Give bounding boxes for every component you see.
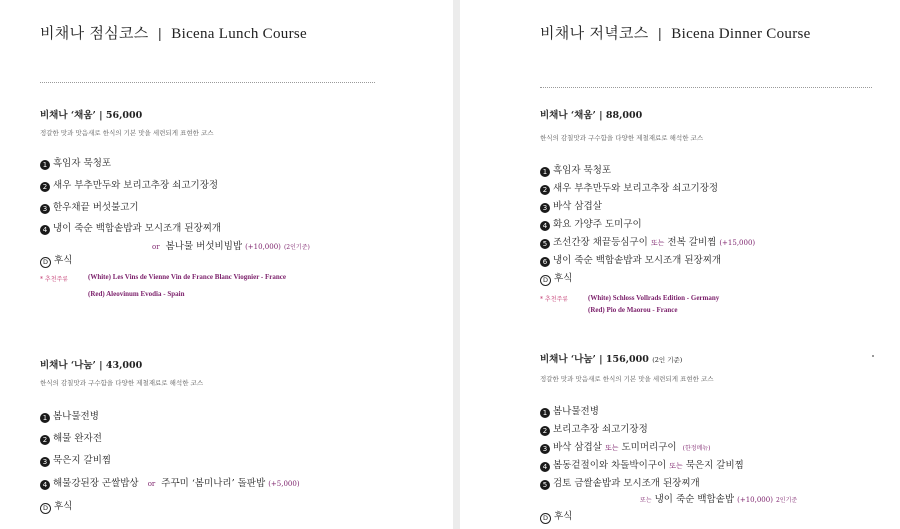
alt-price: (+15,000) (719, 239, 756, 247)
menu-item-text: 화요 가양주 도미구이 (553, 219, 642, 230)
price-separator: | (99, 360, 103, 371)
alt-price: (+10,000) (737, 496, 773, 504)
menu-item (40, 452, 111, 467)
course-price: 156,000 (605, 354, 649, 365)
price-note: (2인 기준) (652, 356, 683, 364)
lunch-course2-heading (40, 357, 142, 371)
number-badge: 4 (40, 480, 50, 490)
dessert-text: 후식 (554, 273, 573, 284)
dessert-text: 후식 (54, 255, 73, 266)
menu-item (540, 198, 602, 213)
number-badge: 1 (540, 167, 550, 177)
alt-text: 전복 갈비찜 (667, 237, 717, 248)
menu-item-text: 새우 부추만두와 보리고추장 쇠고기장정 (53, 180, 219, 191)
number-badge: 4 (40, 225, 50, 235)
number-badge: 3 (540, 203, 550, 213)
course-description: 한식의 감칠맛과 구수함을 다양한 제철재료로 해석한 코스 (540, 134, 704, 142)
title-separator: | (657, 27, 663, 42)
number-badge: 2 (540, 185, 550, 195)
course-price: 88,000 (605, 110, 643, 121)
wine-white: (White) Les Vins de Vienne Vin de France Blanc Viognier - France (88, 273, 287, 281)
menu-item-text: 봄나물전병 (553, 406, 599, 417)
number-badge: 3 (540, 444, 550, 454)
lunch-title-ko: 비채나 점심코스 (40, 24, 149, 42)
menu-alternative (640, 491, 797, 505)
alt-text: 봄나물 버섯비빔밥 (165, 241, 243, 252)
menu-item (540, 439, 710, 454)
wine-white: (White) Schloss Vollrads Edition - Germany (588, 294, 720, 302)
menu-item-text: 묵은지 갈비찜 (53, 455, 112, 466)
number-badge: 2 (40, 182, 50, 192)
course-price: 43,000 (105, 360, 143, 371)
lunch-course1-heading (40, 107, 142, 121)
menu-item (540, 180, 718, 195)
menu-item-text: 흑임자 묵청포 (53, 158, 112, 169)
number-badge: 6 (540, 257, 550, 267)
alt-price: (+5,000) (268, 480, 300, 488)
course-description: 한식의 감칠맛과 구수함을 다양한 제철재료로 해석한 코스 (40, 379, 204, 387)
number-badge: 2 (540, 426, 550, 436)
number-badge: 4 (540, 221, 550, 231)
menu-item-text: 흑임자 묵청포 (553, 165, 612, 176)
price-separator: | (99, 110, 103, 121)
menu-item-text: 새우 부추만두와 보리고추장 쇠고기장정 (553, 183, 719, 194)
alt-text: 묵은지 갈비찜 (685, 460, 744, 471)
number-badge: 1 (40, 160, 50, 170)
lunch-title-en: Bicena Lunch Course (171, 26, 307, 42)
course-price: 56,000 (105, 110, 143, 121)
course-name: 비채나 ‘채움’ (40, 110, 96, 121)
dessert-text: 후식 (554, 511, 573, 522)
or-label: 또는 (650, 239, 665, 247)
page-gutter (453, 0, 460, 529)
menu-item-text: 냉이 죽순 백합솥밥과 모시조개 된장찌개 (553, 255, 722, 266)
alt-text: 도미머리구이 (621, 442, 677, 453)
dinner-course2-heading (540, 351, 682, 365)
menu-item (40, 408, 99, 423)
menu-item (540, 162, 611, 177)
dessert-text: 후식 (54, 501, 73, 512)
wine-red: (Red) Pio de Maorou - France (588, 306, 678, 314)
number-badge: 3 (40, 204, 50, 214)
title-separator: | (157, 27, 163, 42)
menu-item (540, 216, 642, 231)
alt-text: 냉이 죽순 백합솥밥 (654, 494, 735, 505)
number-badge: 1 (540, 408, 550, 418)
menu-item (40, 220, 221, 235)
menu-item (40, 475, 300, 490)
price-separator: | (599, 354, 603, 365)
wine-recommend-label: * 추천주류 (40, 276, 69, 283)
dessert-badge: D (40, 503, 51, 514)
menu-item (540, 421, 648, 436)
wine-recommend-label: * 추천주류 (540, 296, 569, 303)
menu-item (540, 475, 700, 490)
wine-red: (Red) Aleovinum Evodia - Spain (88, 290, 185, 298)
dinner-title-en: Bicena Dinner Course (671, 26, 811, 42)
scan-mark (872, 355, 874, 357)
course-description: 정갈한 맛과 맛음새로 한식의 기본 맛을 세련되게 표현한 코스 (40, 129, 214, 137)
menu-item (40, 155, 111, 170)
alt-note: (2인기준) (283, 244, 310, 251)
menu-item-text: 보리고추장 쇠고기장정 (553, 424, 648, 435)
course-description: 정갈한 맛과 맛음새로 한식의 기본 맛을 세련되게 표현한 코스 (540, 375, 714, 383)
alt-note: 2인기준 (775, 497, 798, 504)
or-label: 또는 (604, 444, 619, 452)
menu-item-text: 해물강된장 곤쌀밥상 (53, 478, 139, 489)
title-divider (540, 87, 872, 88)
alt-text: 주꾸미 ‘봄미나리’ 돌판밥 (161, 478, 266, 489)
dinner-title-ko: 비채나 저녁코스 (540, 24, 649, 42)
dessert-item (40, 252, 72, 268)
or-label: or (147, 480, 156, 488)
menu-item (540, 457, 744, 472)
menu-item (40, 430, 102, 445)
dinner-menu-page (460, 0, 900, 529)
number-badge: 3 (40, 457, 50, 467)
menu-alternative (152, 238, 310, 252)
dessert-item (540, 508, 572, 524)
dessert-badge: D (40, 257, 51, 268)
course-name: 비채나 ‘채움’ (540, 110, 596, 121)
price-separator: | (599, 110, 603, 121)
menu-item-text: 바삭 삼겹살 (553, 442, 602, 453)
menu-item (540, 403, 599, 418)
menu-item-text: 한우채끝 버섯불고기 (53, 202, 139, 213)
menu-item-text: 냉이 죽순 백합솥밥과 모시조개 된장찌개 (53, 223, 222, 234)
or-label: or (152, 243, 160, 251)
course-name: 비채나 ‘나눔’ (40, 360, 96, 371)
menu-item-text: 조선간장 채끝등심구이 (553, 237, 648, 248)
number-badge: 4 (540, 462, 550, 472)
dinner-title (540, 22, 811, 43)
dessert-item (40, 498, 72, 514)
menu-item (540, 252, 721, 267)
lunch-title (40, 22, 307, 43)
menu-item-text: 해물 완자전 (53, 433, 102, 444)
menu-item (40, 199, 139, 214)
menu-item (540, 234, 755, 249)
number-badge: 5 (540, 480, 550, 490)
title-divider (40, 82, 375, 83)
menu-item-text: 봄나물전병 (53, 411, 99, 422)
menu-item-text: 바삭 삼겹살 (553, 201, 602, 212)
alt-price: (+10,000) (245, 243, 281, 251)
number-badge: 2 (40, 435, 50, 445)
dessert-badge: D (540, 513, 551, 524)
dessert-badge: D (540, 275, 551, 286)
dinner-course1-heading (540, 107, 642, 121)
menu-item-text: 봄동겉절이와 차돌박이구이 (553, 460, 667, 471)
or-label: 또는 (669, 462, 683, 470)
or-label: 또는 (640, 497, 652, 504)
menu-item (40, 177, 218, 192)
menu-item-text: 검토 금쌀솥밥과 모시조개 된장찌개 (553, 478, 700, 489)
number-badge: 1 (40, 413, 50, 423)
number-badge: 5 (540, 239, 550, 249)
course-name: 비채나 ‘나눔’ (540, 354, 596, 365)
dessert-item (540, 270, 572, 286)
alt-note: (한정메뉴) (682, 445, 711, 452)
